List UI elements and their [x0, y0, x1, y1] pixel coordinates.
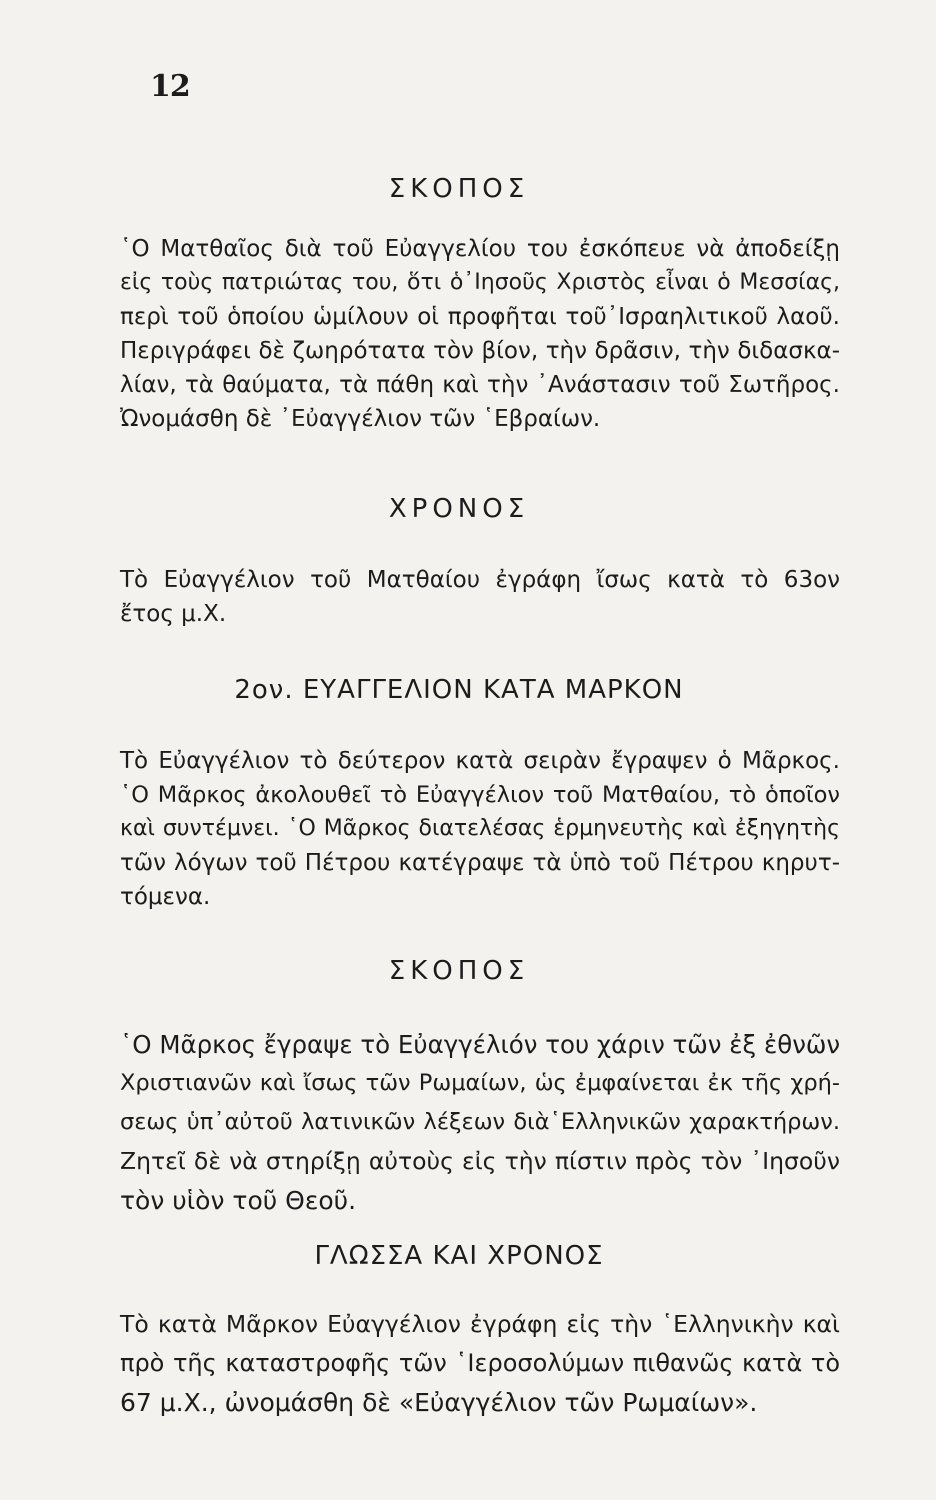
section-heading-purpose-matthew: ΣΚΟΠΟΣ [388, 174, 530, 204]
text-line: ῾Ο Μᾶρκος ἀκολουθεῖ τὸ Εὐαγγέλιον τοῦ Ματθαίου, τὸ ὁποῖον [120, 782, 840, 808]
section-heading-language-and-date-mark: ΓΛΩΣΣΑ ΚΑΙ ΧΡΟΝΟΣ [314, 1241, 604, 1271]
text-line: ῾Ο Ματθαῖος διὰ τοῦ Εὐαγγελίου του ἐσκόπευε νὰ ἀποδείξῃ [120, 236, 840, 262]
text-line: 67 μ.Χ., ὠνομάσθη δὲ «Εὐαγγέλιον τῶν Ρωμαίων». [120, 1388, 758, 1417]
chapter-heading-gospel-of-mark: 2ον. ΕΥΑΓΓΕΛΙΟΝ ΚΑΤΑ ΜΑΡΚΟΝ [234, 675, 684, 705]
text-line: σεως ὑπ᾿αὐτοῦ λατινικῶν λέξεων διὰ῾Ελληνικῶν χαρακτήρων. [120, 1109, 840, 1135]
text-line: Τὸ Εὐαγγέλιον τοῦ Ματθαίου ἐγράφη ἴσως κατὰ τὸ 63ον [120, 567, 840, 593]
paragraph-date-matthew [120, 563, 840, 631]
text-line: λίαν, τὰ θαύματα, τὰ πάθη καὶ τὴν ᾿Ανάστασιν τοῦ Σωτῆρος. [120, 372, 840, 398]
paragraph-purpose-matthew [120, 232, 840, 436]
text-line: Τὸ κατὰ Μᾶρκον Εὐαγγέλιον ἐγράφη εἰς τὴν ῾Ελληνικὴν καὶ [120, 1310, 840, 1338]
paragraph-gospel-of-mark [120, 744, 840, 914]
text-line: ῾Ο Μᾶρκος ἔγραψε τὸ Εὐαγγέλιόν του χάριν τῶν ἐξ ἐθνῶν [120, 1030, 841, 1059]
section-heading-date-matthew: ΧΡΟΝΟΣ [388, 494, 530, 524]
text-line: τὸν υἱὸν τοῦ Θεοῦ. [120, 1186, 357, 1215]
text-line: Ζητεῖ δὲ νὰ στηρίξῃ αὐτοὺς εἰς τὴν πίστιν πρὸς τὸν ᾿Ιησοῦν [120, 1147, 840, 1175]
text-line: περὶ τοῦ ὁποίου ὡμίλουν οἱ προφῆται τοῦ᾿Ισραηλιτικοῦ λαοῦ. [120, 304, 840, 330]
text-line: Χριστιανῶν καὶ ἴσως τῶν Ρωμαίων, ὡς ἐμφαίνεται ἐκ τῆς χρή- [120, 1070, 840, 1096]
page-number: 12 [150, 69, 190, 104]
text-line: Ὠνομάσθη δὲ ᾿Εὐαγγέλιον τῶν ῾Εβραίων. [120, 406, 601, 432]
text-line: ἔτος μ.Χ. [120, 601, 227, 627]
text-line: τόμενα. [120, 884, 211, 910]
text-line: Περιγράφει δὲ ζωηρότατα τὸν βίον, τὴν δρᾶσιν, τὴν διδασκα- [120, 338, 840, 364]
paragraph-purpose-mark [120, 1025, 840, 1220]
text-line: Τὸ Εὐαγγέλιον τὸ δεύτερον κατὰ σειρὰν ἔγραψεν ὁ Μᾶρκος. [120, 748, 840, 774]
text-line: εἰς τοὺς πατριώτας του, ὅτι ὁ᾿Ιησοῦς Χριστὸς εἶναι ὁ Μεσσίας, [120, 270, 840, 295]
section-heading-purpose-mark: ΣΚΟΠΟΣ [388, 956, 530, 986]
text-line: καὶ συντέμνει. ῾Ο Μᾶρκος διατελέσας ἑρμηνευτὴς καὶ ἐξηγητὴς [120, 816, 840, 841]
paragraph-language-and-date-mark [120, 1305, 840, 1422]
text-line: τῶν λόγων τοῦ Πέτρου κατέγραψε τὰ ὑπὸ τοῦ Πέτρου κηρυτ- [120, 850, 840, 876]
text-line: πρὸ τῆς καταστροφῆς τῶν ῾Ιεροσολύμων πιθανῶς κατὰ τὸ [120, 1349, 840, 1377]
